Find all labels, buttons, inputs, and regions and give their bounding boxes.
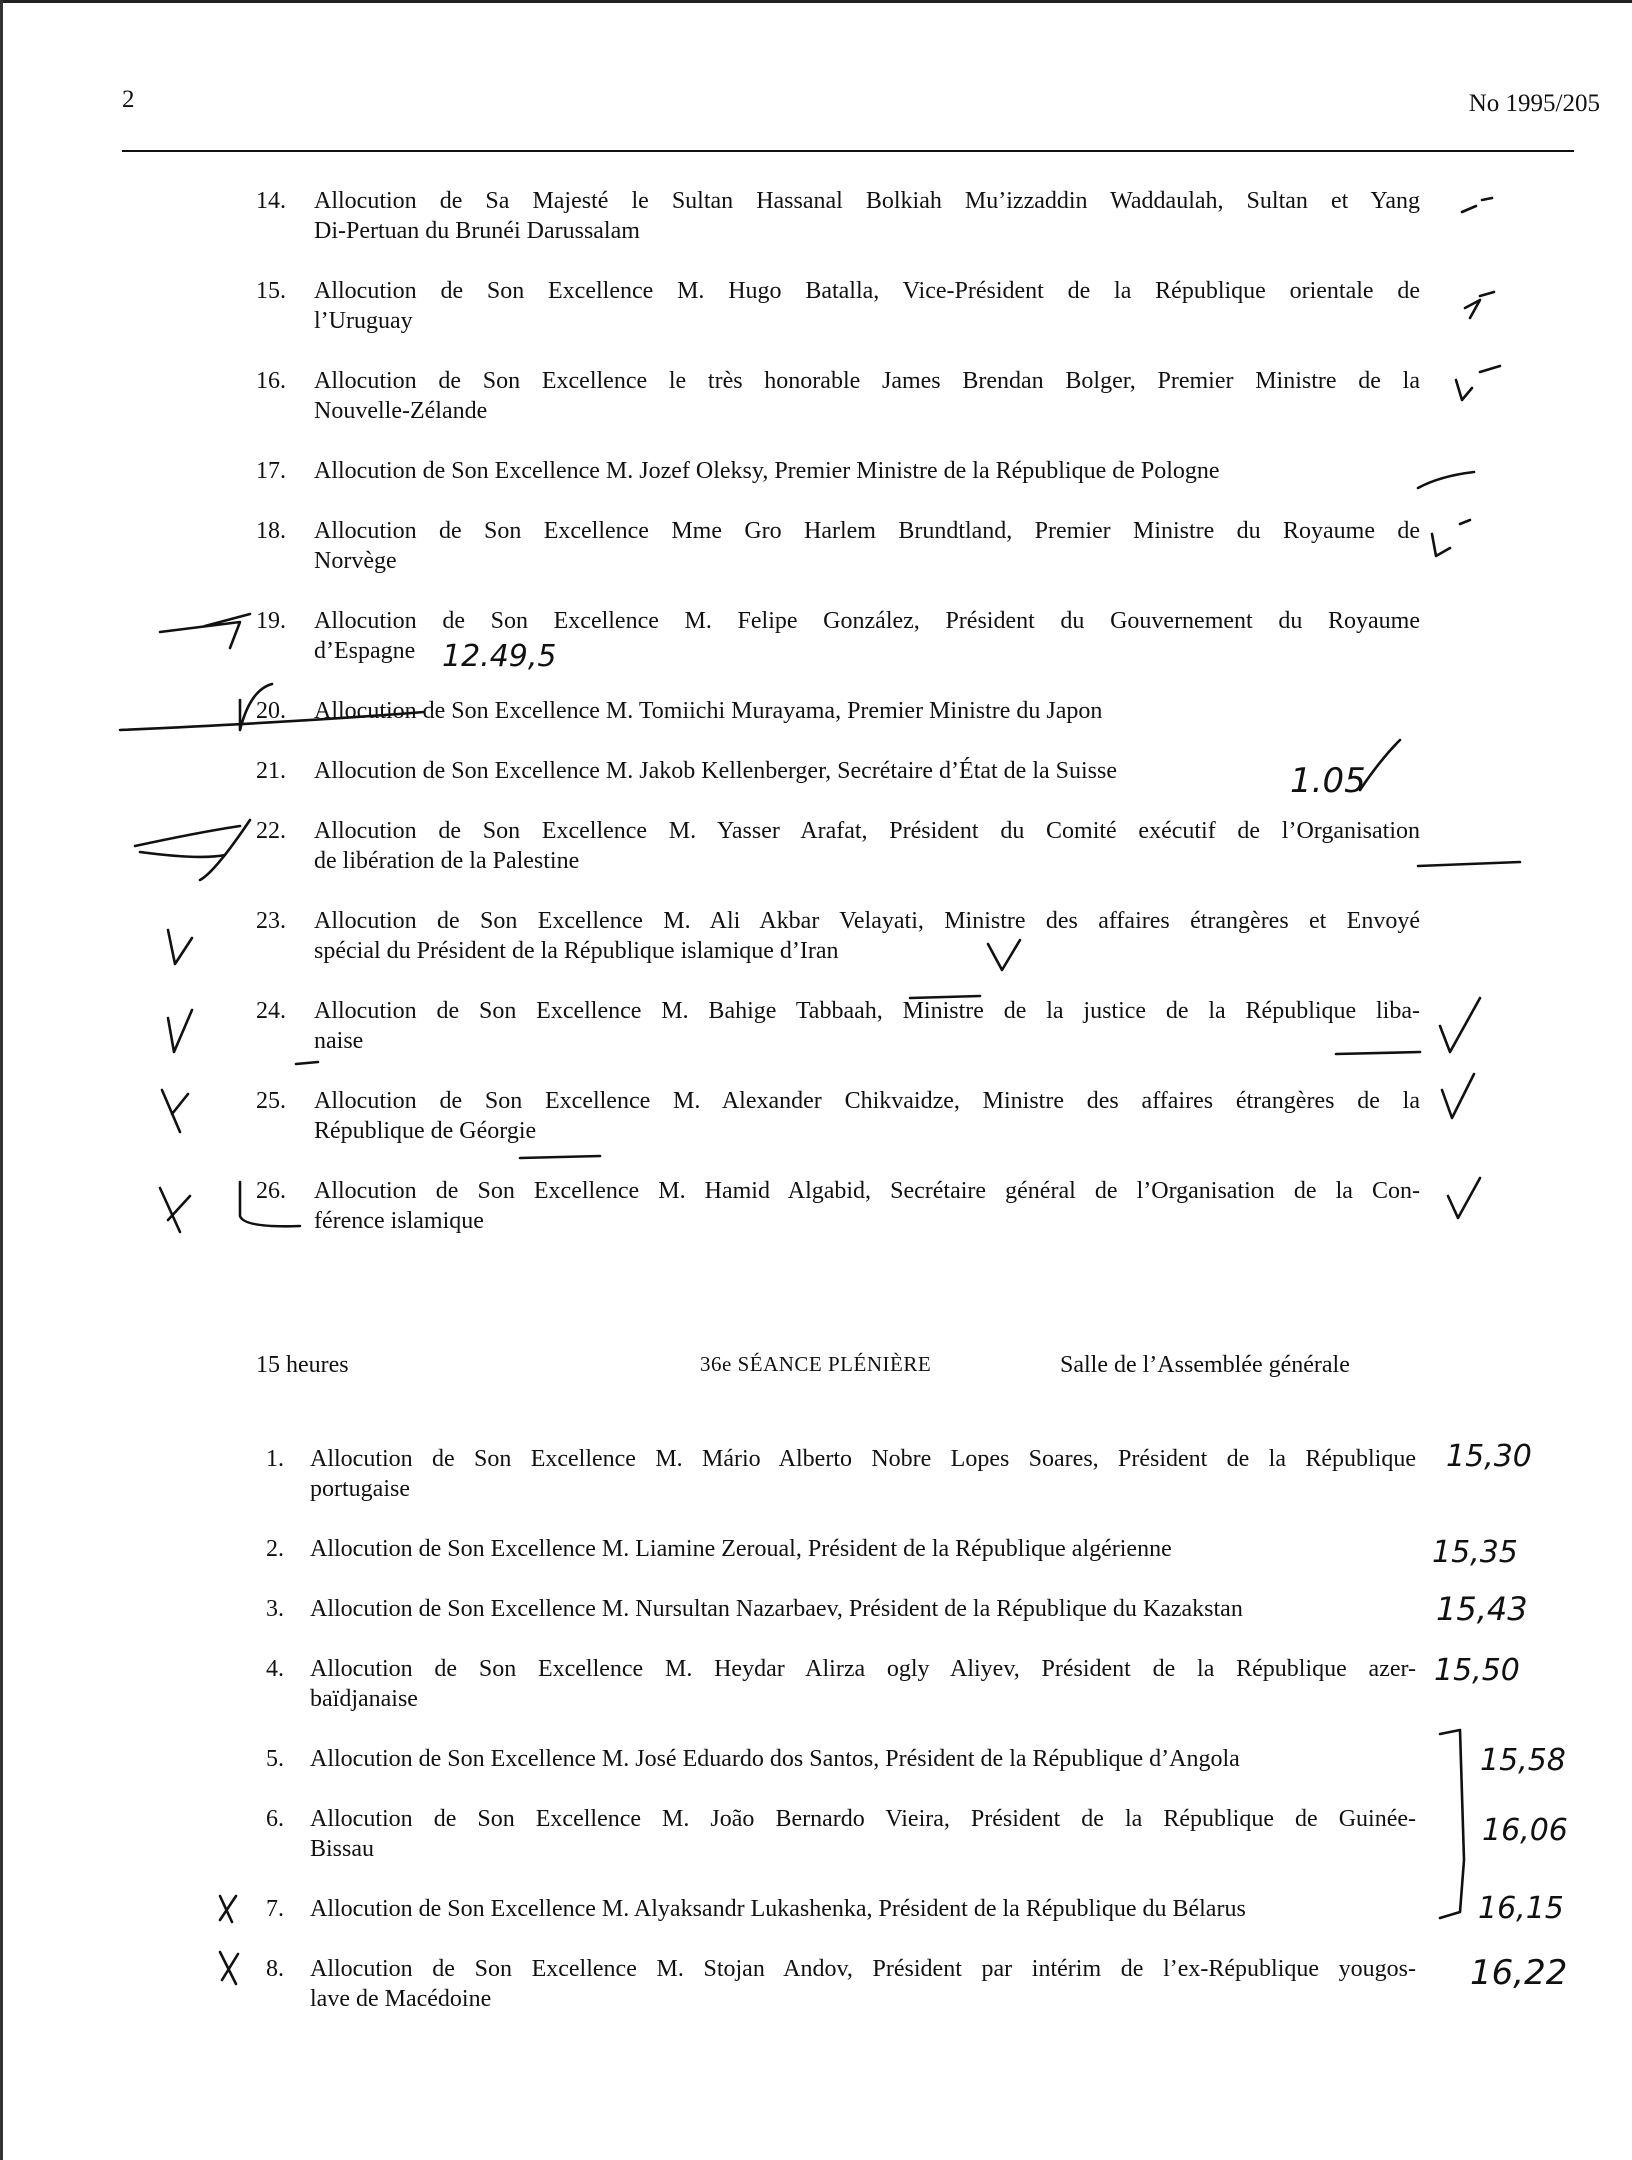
hw-check-26-left bbox=[160, 1188, 190, 1232]
document-reference: No 1995/205 bbox=[1468, 90, 1600, 117]
scan-edge-left bbox=[0, 0, 3, 2160]
agenda-item-number: 15. bbox=[256, 278, 286, 304]
agenda-item-text-continued: Di-Pertuan du Brunéi Darussalam bbox=[314, 218, 640, 244]
agenda-item-text: Allocution de Son Excellence le très honorable James Brendan Bolger, Premier Ministre de la bbox=[314, 368, 1420, 394]
agenda-item-text: Allocution de Son Excellence M. Stojan Andov, Président par intérim de l’ex-République yougos- bbox=[310, 1956, 1416, 1982]
session-time: 15 heures bbox=[256, 1352, 349, 1378]
hw-note-item19: 12.49,5 bbox=[442, 639, 557, 674]
agenda-item-text-continued: baïdjanaise bbox=[310, 1686, 418, 1712]
agenda-item-number: 14. bbox=[256, 188, 286, 214]
agenda-item-text: Allocution de Sa Majesté le Sultan Hassanal Bolkiah Mu’izzaddin Waddaulah, Sultan et Yang bbox=[314, 188, 1420, 214]
hw-note-a1: 15,30 bbox=[1446, 1439, 1532, 1474]
hw-mark-16 bbox=[1456, 366, 1500, 400]
hw-note-a2: 15,35 bbox=[1432, 1535, 1518, 1570]
agenda-item-number: 16. bbox=[256, 368, 286, 394]
hw-bracket-5-8 bbox=[1440, 1730, 1464, 1918]
agenda-item-text-continued: naise bbox=[314, 1028, 364, 1054]
agenda-item-number: 20. bbox=[256, 698, 286, 724]
agenda-item-text-continued: Norvège bbox=[314, 548, 397, 574]
hw-note-a8: 16,22 bbox=[1470, 1953, 1568, 1993]
hw-line-22 bbox=[1418, 862, 1520, 866]
hw-note-a5: 15,58 bbox=[1480, 1743, 1566, 1778]
agenda-item-text: Allocution de Son Excellence M. João Bernardo Vieira, Président de la République de Guinée- bbox=[310, 1806, 1416, 1832]
agenda-item-text-continued: Nouvelle-Zélande bbox=[314, 398, 488, 424]
agenda-item-text-continued: portugaise bbox=[310, 1476, 410, 1502]
agenda-item-text: Allocution de Son Excellence M. José Eduardo dos Santos, Président de la République d’Angola bbox=[310, 1746, 1240, 1772]
hw-check-25-left bbox=[162, 1090, 188, 1132]
hw-note-a4: 15,50 bbox=[1434, 1653, 1520, 1688]
agenda-item-number: 6. bbox=[266, 1806, 284, 1832]
agenda-item-text: Allocution de Son Excellence M. Felipe González, Président du Gouvernement du Royaume bbox=[314, 608, 1420, 634]
agenda-item-number: 25. bbox=[256, 1088, 286, 1114]
hw-check-26 bbox=[1448, 1178, 1480, 1218]
agenda-item-number: 5. bbox=[266, 1746, 284, 1772]
hw-note-a7: 16,15 bbox=[1478, 1891, 1564, 1926]
hw-mark-17 bbox=[1418, 472, 1474, 488]
session-title: 36e SÉANCE PLÉNIÈRE bbox=[700, 1352, 932, 1376]
agenda-item-text-continued: lave de Macédoine bbox=[310, 1986, 492, 2012]
hw-note-a6: 16,06 bbox=[1482, 1813, 1568, 1848]
agenda-item-text-continued: de libération de la Palestine bbox=[314, 848, 580, 874]
agenda-item-text: Allocution de Son Excellence M. Nursultan Nazarbaev, Président de la République du Kazakstan bbox=[310, 1596, 1243, 1622]
agenda-item-text: Allocution de Son Excellence M. Yasser Arafat, Président du Comité exécutif de l’Organisation bbox=[314, 818, 1420, 844]
agenda-item-text: Allocution de Son Excellence M. Jozef Oleksy, Premier Ministre de la République de Pologne bbox=[314, 458, 1220, 484]
agenda-item-text: Allocution de Son Excellence M. Alyaksandr Lukashenka, Président de la République du Bélarus bbox=[310, 1896, 1246, 1922]
agenda-item-number: 8. bbox=[266, 1956, 284, 1982]
agenda-item-text: Allocution de Son Excellence M. Tomiichi Murayama, Premier Ministre du Japon bbox=[314, 698, 1103, 724]
agenda-item-number: 1. bbox=[266, 1446, 284, 1472]
agenda-item-text: Allocution de Son Excellence M. Hamid Algabid, Secrétaire général de l’Organisation de la Con- bbox=[314, 1178, 1420, 1204]
agenda-item-text: Allocution de Son Excellence M. Liamine Zeroual, Président de la République algérienne bbox=[310, 1536, 1172, 1562]
hw-note-item21: 1.05 bbox=[1290, 761, 1366, 801]
agenda-item-text: Allocution de Son Excellence M. Ali Akbar Velayati, Ministre des affaires étrangères et Envoyé bbox=[314, 908, 1420, 934]
hw-mark-18 bbox=[1432, 520, 1470, 556]
hw-note-a3: 15,43 bbox=[1436, 1590, 1528, 1628]
agenda-item-number: 23. bbox=[256, 908, 286, 934]
agenda-item-text-continued: Bissau bbox=[310, 1836, 375, 1862]
page-number: 2 bbox=[122, 86, 135, 113]
scan-edge-top bbox=[0, 0, 1632, 3]
hw-mark-14 bbox=[1462, 198, 1492, 212]
agenda-item-number: 19. bbox=[256, 608, 286, 634]
hw-check-23-left bbox=[168, 930, 192, 964]
agenda-item-text-continued: spécial du Président de la République islamique d’Iran bbox=[314, 938, 839, 964]
agenda-item-text: Allocution de Son Excellence M. Jakob Kellenberger, Secrétaire d’État de la Suisse bbox=[314, 758, 1118, 784]
agenda-item-text: Allocution de Son Excellence M. Heydar Alirza ogly Aliyev, Président de la République azer- bbox=[310, 1656, 1416, 1682]
agenda-item-text-continued: d’Espagne bbox=[314, 638, 416, 664]
agenda-item-text: Allocution de Son Excellence Mme Gro Harlem Brundtland, Premier Ministre du Royaume de bbox=[314, 518, 1420, 544]
session-room: Salle de l’Assemblée générale bbox=[1060, 1352, 1350, 1378]
hw-check-24 bbox=[1440, 998, 1480, 1052]
agenda-item-number: 21. bbox=[256, 758, 286, 784]
agenda-item-text: Allocution de Son Excellence M. Bahige Tabbaah, Ministre de la justice de la République liba- bbox=[314, 998, 1420, 1024]
agenda-item-number: 7. bbox=[266, 1896, 284, 1922]
hw-check-24-left bbox=[168, 1010, 192, 1052]
agenda-item-text-continued: l’Uruguay bbox=[314, 308, 413, 334]
agenda-item-number: 22. bbox=[256, 818, 286, 844]
hw-mark-15 bbox=[1465, 292, 1494, 318]
agenda-item-text: Allocution de Son Excellence M. Mário Alberto Nobre Lopes Soares, Président de la République bbox=[310, 1446, 1416, 1472]
agenda-item-text-continued: férence islamique bbox=[314, 1208, 484, 1234]
agenda-item-text-continued: République de Géorgie bbox=[314, 1118, 537, 1144]
agenda-item-text: Allocution de Son Excellence M. Hugo Batalla, Vice-Président de la République orientale de bbox=[314, 278, 1420, 304]
agenda-item-number: 18. bbox=[256, 518, 286, 544]
agenda-item-number: 3. bbox=[266, 1596, 284, 1622]
agenda-item-number: 26. bbox=[256, 1178, 286, 1204]
header-rule bbox=[122, 150, 1574, 152]
agenda-item-text: Allocution de Son Excellence M. Alexander Chikvaidze, Ministre des affaires étrangères de la bbox=[314, 1088, 1420, 1114]
hw-check-25 bbox=[1442, 1074, 1474, 1118]
agenda-item-number: 4. bbox=[266, 1656, 284, 1682]
agenda-item-number: 17. bbox=[256, 458, 286, 484]
agenda-item-number: 2. bbox=[266, 1536, 284, 1562]
agenda-item-number: 24. bbox=[256, 998, 286, 1024]
hw-underline-25 bbox=[520, 1156, 600, 1158]
